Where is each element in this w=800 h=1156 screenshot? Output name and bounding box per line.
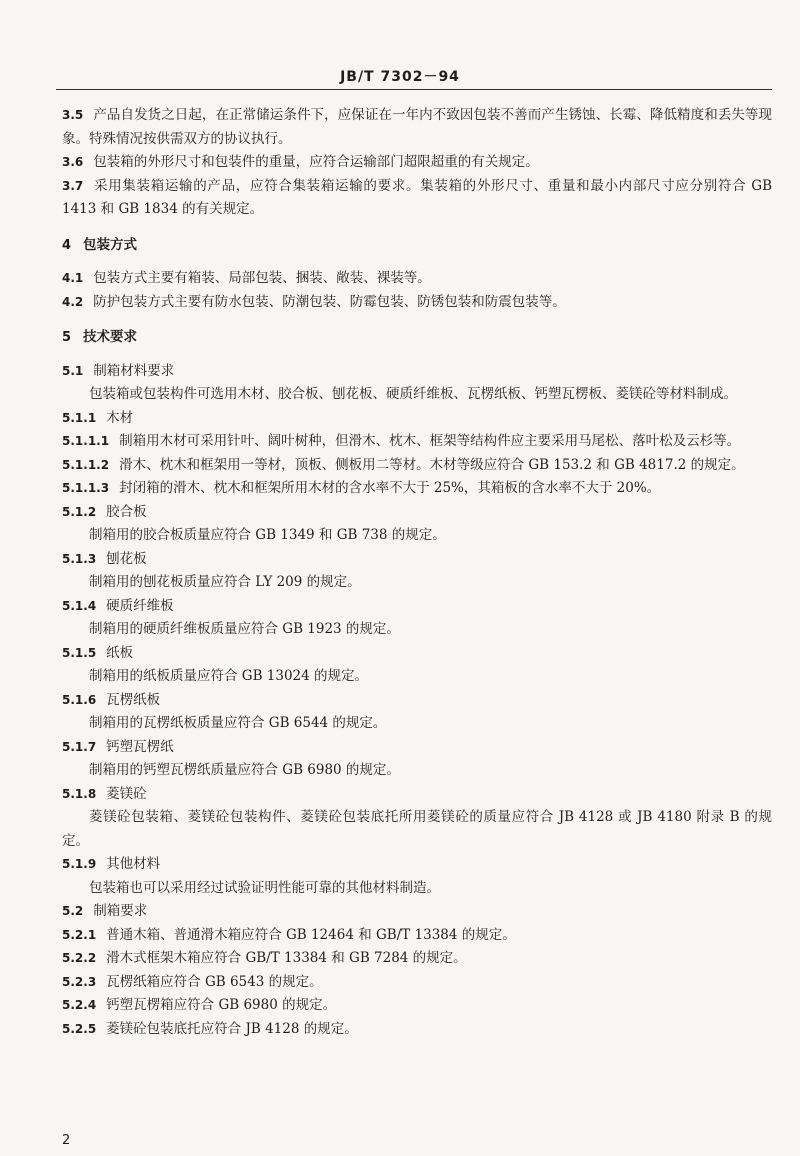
clause-text: 制箱用木材可采用针叶、阔叶树种，但滑木、枕木、框架等结构件应主要采用马尾松、落叶松及云杉等。	[119, 433, 741, 449]
section-title: 技术要求	[83, 329, 138, 345]
clause-number: 5.1.7	[62, 739, 97, 754]
section-title: 包装方式	[83, 236, 138, 253]
clause-number: 5.1.8	[62, 786, 97, 801]
clause-text: 瓦楞纸箱应符合 GB 6543 的规定。	[106, 973, 323, 990]
clause-5-1-4-heading	[62, 595, 772, 619]
clause-number: 5.1.6	[62, 692, 97, 707]
clause-title: 制箱材料要求	[93, 362, 175, 379]
clause-5-1-1-heading	[62, 407, 772, 431]
clause-5-1-7-text: 制箱用的钙塑瓦楞纸质量应符合 GB 6980 的规定。	[89, 762, 400, 778]
clause-text: 滑木式框架木箱应符合 GB/T 13384 和 GB 7284 的规定。	[106, 950, 467, 966]
page-header: JB/T 7302－94	[340, 69, 460, 85]
clause-text: 采用集装箱运输的产品，应符合集装箱运输的要求。集装箱的外形尺寸、重量和最小内部尺寸应分别符合 GB 1413 和 GB 1834 的有关规定。	[62, 177, 772, 217]
clause-5-2-4	[62, 994, 772, 1018]
clause-number: 5.1.3	[62, 551, 97, 566]
clause-5-2-1	[62, 924, 772, 948]
clause-title: 硬质纤维板	[106, 597, 174, 614]
clause-5-1-6-heading	[62, 689, 772, 713]
clause-5-1-2-heading	[62, 501, 772, 525]
clause-5-2-2	[62, 947, 772, 971]
clause-number: 5.1.5	[62, 645, 97, 660]
section-number: 4	[62, 237, 72, 253]
clause-number: 5.1.1.3	[62, 481, 110, 495]
clause-5-1-9-text: 包装箱也可以采用经过试验证明性能可靠的其他材料制造。	[89, 879, 440, 896]
clause-number: 5.2.3	[62, 974, 97, 989]
clause-3-6	[62, 151, 772, 175]
clause-5-1-2-text: 制箱用的胶合板质量应符合 GB 1349 和 GB 738 的规定。	[89, 527, 446, 543]
clause-number: 5.1	[62, 363, 84, 378]
section-4-heading	[62, 234, 772, 258]
clause-5-1-5-heading	[62, 642, 772, 666]
clause-number: 5.1.4	[62, 598, 97, 613]
clause-5-1-7-heading	[62, 736, 772, 760]
clause-number: 5.2.2	[62, 951, 97, 965]
clause-number: 5.2.4	[62, 998, 97, 1012]
clause-number: 5.2.1	[62, 927, 97, 942]
clause-5-1-5-text: 制箱用的纸板质量应符合 GB 13024 的规定。	[89, 668, 369, 684]
clause-number: 5.1.1.1	[62, 434, 110, 448]
clause-5-1-3-heading	[62, 548, 772, 572]
clause-text: 普通木箱、普通滑木箱应符合 GB 12464 和 GB/T 13384 的规定。	[106, 926, 516, 943]
clause-number: 5.2.5	[62, 1021, 97, 1036]
clause-5-1-6-text: 制箱用的瓦楞纸板质量应符合 GB 6544 的规定。	[89, 715, 387, 731]
clause-5-1-8-heading	[62, 783, 772, 807]
clause-5-1-1-3	[62, 477, 772, 501]
clause-number: 4.2	[62, 294, 84, 309]
clause-5-1-text: 包装箱或包装构件可选用木材、胶合板、刨花板、硬质纤维板、瓦楞纸板、钙塑瓦楞板、菱镁砼等材料制成。	[89, 386, 737, 402]
clause-title: 制箱要求	[93, 903, 148, 919]
clause-title: 其他材料	[106, 856, 161, 872]
clause-text: 包装方式主要有箱装、局部包装、捆装、敞装、裸装等。	[93, 270, 431, 286]
clause-5-2-3	[62, 971, 772, 995]
clause-title: 木材	[106, 409, 134, 426]
clause-title: 胶合板	[106, 503, 147, 520]
section-5-heading	[62, 326, 772, 350]
clause-title: 纸板	[106, 644, 134, 661]
clause-number: 5.1.1.2	[62, 457, 110, 472]
clause-number: 5.1.1	[62, 410, 97, 425]
clause-5-2-heading	[62, 900, 772, 924]
clause-text: 产品自发货之日起，在正常储运条件下，应保证在一年内不致因包装不善而产生锈蚀、长霉、降低精度和丢失等现象。特殊情况按供需双方的协议执行。	[62, 107, 772, 147]
clause-4-2	[62, 291, 772, 315]
clause-title: 钙塑瓦楞纸	[106, 738, 174, 755]
clause-text: 封闭箱的滑木、枕木和框架所用木材的含水率不大于 25%，其箱板的含水率不大于 20%。	[119, 480, 661, 496]
clause-text: 钙塑瓦楞箱应符合 GB 6980 的规定。	[106, 997, 337, 1013]
clause-title: 瓦楞纸板	[106, 691, 161, 708]
clause-5-1-8-text: 菱镁砼包装箱、菱镁砼包装构件、菱镁砼包装底托所用菱镁砼的质量应符合 JB 4128 或 JB 4180 附录 B 的规定。	[62, 809, 772, 849]
clause-title: 刨花板	[106, 550, 147, 567]
clause-number: 5.1.9	[62, 857, 97, 871]
clause-4-1	[62, 267, 772, 291]
clause-5-1-4-text: 制箱用的硬质纤维板质量应符合 GB 1923 的规定。	[89, 621, 400, 637]
clause-number: 4.1	[62, 271, 84, 285]
clause-text: 菱镁砼包装底托应符合 JB 4128 的规定。	[106, 1020, 358, 1037]
clause-3-7	[62, 175, 772, 222]
clause-number: 3.5	[62, 108, 84, 122]
clause-title: 菱镁砼	[106, 785, 147, 802]
clause-5-1-1-1	[62, 430, 772, 454]
clause-number: 3.6	[62, 155, 84, 169]
clause-number: 5.1.2	[62, 504, 97, 519]
clause-text: 包装箱的外形尺寸和包装件的重量，应符合运输部门超限超重的有关规定。	[93, 154, 539, 170]
page-number: 2	[62, 1133, 71, 1148]
clause-number: 3.7	[62, 178, 84, 193]
clause-3-5	[62, 104, 772, 151]
header-rule	[56, 89, 772, 90]
clause-5-1-9-heading	[62, 853, 772, 877]
clause-5-1-3-text: 制箱用的刨花板质量应符合 LY 209 的规定。	[89, 574, 361, 590]
clause-number: 5.2	[62, 904, 84, 918]
document-body	[62, 104, 772, 1041]
section-number: 5	[62, 330, 72, 345]
clause-5-2-5	[62, 1018, 772, 1042]
clause-text: 防护包装方式主要有防水包装、防潮包装、防霉包装、防锈包装和防震包装等。	[93, 293, 566, 310]
clause-text: 滑木、枕木和框架用一等材，顶板、侧板用二等材。木材等级应符合 GB 153.2 和 GB 4817.2 的规定。	[119, 456, 745, 473]
clause-5-1-1-2	[62, 454, 772, 478]
clause-5-1-heading	[62, 360, 772, 384]
